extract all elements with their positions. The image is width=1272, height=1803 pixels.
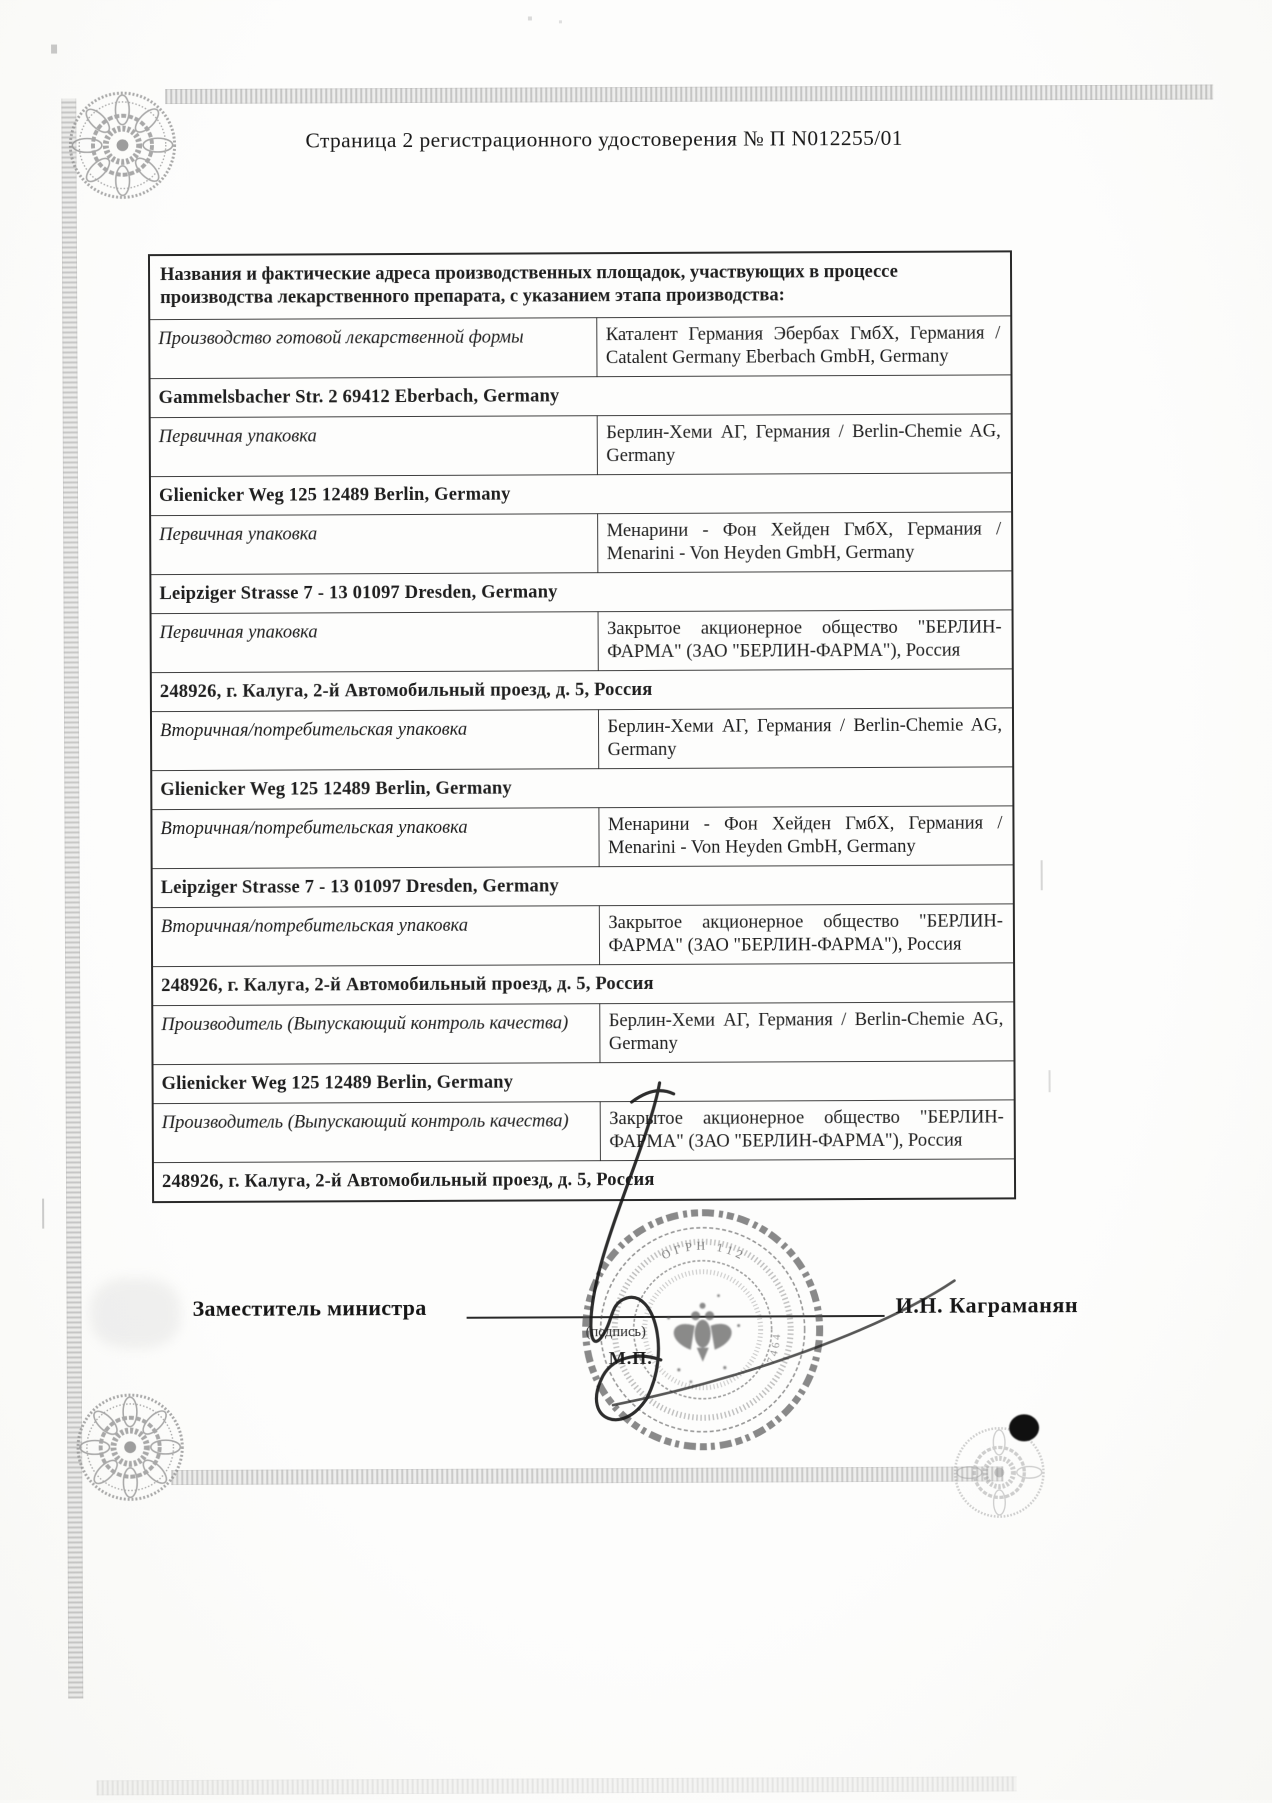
official-round-stamp	[572, 1199, 833, 1460]
page-title: Страница 2 регистрационного удостоверения № П N012255/01	[305, 125, 903, 153]
address-cell: 248926, г. Калуга, 2-й Автомобильный проезд, д. 5, Россия	[152, 963, 1014, 1006]
manufacturer-cell: Каталент Германия Эбербах ГмбХ, Германия / Catalent Germany Eberbach GmbH, Germany	[596, 316, 1011, 377]
table-row	[152, 865, 1014, 908]
svg-text:7464	[765, 1331, 784, 1366]
production-stage-cell: Производитель (Выпускающий контроль качества)	[152, 1004, 599, 1065]
manufacturer-cell: Закрытое акционерное общество "БЕРЛИН-ФАРМА" (ЗАО "БЕРЛИН-ФАРМА"), Россия	[600, 1100, 1015, 1161]
manufacturer-cell: Менарини - Фон Хейден ГмбХ, Германия / Menarini - Von Heyden GmbH, Germany	[598, 806, 1013, 867]
table-row	[150, 473, 1012, 516]
production-stage-cell: Первичная упаковка	[150, 416, 597, 477]
signer-name: И.Н. Каграманян	[895, 1292, 1079, 1318]
manufacturer-cell: Берлин-Хеми АГ, Германия / Berlin-Chemie AG, Germany	[599, 1002, 1014, 1063]
table-body	[149, 251, 1015, 1202]
production-stage-cell: Первичная упаковка	[150, 514, 597, 575]
table-title-row	[149, 251, 1011, 319]
stamp-digits-text: 7464	[764, 1331, 784, 1366]
bottom-border-ornament	[171, 1466, 1003, 1485]
seal-place-label: М.П.	[608, 1347, 653, 1369]
manufacturer-cell: Закрытое акционерное общество "БЕРЛИН-ФАРМА" (ЗАО "БЕРЛИН-ФАРМА"), Россия	[599, 904, 1014, 965]
manufacturer-cell: Берлин-Хеми АГ, Германия / Berlin-Chemie AG, Germany	[598, 708, 1013, 769]
stamp-eagle-emblem	[667, 1294, 740, 1383]
ink-blot	[1009, 1414, 1039, 1441]
production-stage-cell: Производство готовой лекарственной формы	[149, 318, 596, 379]
production-sites-table	[148, 250, 1016, 1203]
table-row	[150, 375, 1012, 418]
table-title: Названия и фактические адреса производственных площадок, участвующих в процессе производства лекарственного препарата, с указанием этапа производства:	[149, 251, 1011, 319]
manufacturer-cell: Закрытое акционерное общество "БЕРЛИН-ФАРМА" (ЗАО "БЕРЛИН-ФАРМА"), Россия	[598, 610, 1013, 671]
stamp-ogrn-text: ОГРН 112	[659, 1238, 749, 1264]
production-stage-cell: Производитель (Выпускающий контроль качества)	[153, 1102, 600, 1163]
table-row	[150, 414, 1012, 477]
table-row	[151, 806, 1013, 869]
address-cell: Gammelsbacher Str. 2 69412 Eberbach, Germany	[150, 375, 1012, 418]
table-row	[153, 1159, 1015, 1202]
table-row	[153, 1100, 1015, 1163]
table-row	[150, 571, 1012, 614]
address-cell: 248926, г. Калуга, 2-й Автомобильный проезд, д. 5, Россия	[153, 1159, 1015, 1202]
page-edge-artifact	[97, 1776, 1017, 1795]
table-row	[149, 316, 1011, 379]
address-cell: Leipziger Strasse 7 - 13 01097 Dresden, Germany	[152, 865, 1014, 908]
signer-role-label: Заместитель министра	[192, 1294, 427, 1321]
manufacturer-cell: Менарини - Фон Хейден ГмбХ, Германия / Menarini - Von Heyden GmbH, Germany	[597, 512, 1012, 573]
table-row	[151, 767, 1013, 810]
production-stage-cell: Вторичная/потребительская упаковка	[151, 710, 598, 771]
table-row	[152, 904, 1014, 967]
production-stage-cell: Вторичная/потребительская упаковка	[151, 808, 598, 869]
address-cell: Glienicker Weg 125 12489 Berlin, Germany	[150, 473, 1012, 516]
address-cell: Glienicker Weg 125 12489 Berlin, Germany	[151, 767, 1013, 810]
top-border-ornament	[165, 84, 1213, 104]
manufacturer-cell: Берлин-Хеми АГ, Германия / Berlin-Chemie AG, Germany	[597, 414, 1012, 475]
corner-rosette-bottom-left	[71, 1388, 190, 1507]
production-stage-cell: Вторичная/потребительская упаковка	[152, 906, 599, 967]
table-row	[152, 1002, 1014, 1065]
table-row	[152, 1061, 1014, 1104]
signature-caption: (подпись)	[585, 1323, 646, 1341]
table-row	[151, 708, 1013, 771]
corner-rosette-top-left	[63, 86, 182, 205]
table-row	[150, 512, 1012, 575]
table-row	[152, 963, 1014, 1006]
address-cell: 248926, г. Калуга, 2-й Автомобильный проезд, д. 5, Россия	[151, 669, 1013, 712]
table-row	[151, 610, 1013, 673]
address-cell: Leipziger Strasse 7 - 13 01097 Dresden, Germany	[150, 571, 1012, 614]
production-stage-cell: Первичная упаковка	[151, 612, 598, 673]
table-row	[151, 669, 1013, 712]
address-cell: Glienicker Weg 125 12489 Berlin, Germany	[152, 1061, 1014, 1104]
